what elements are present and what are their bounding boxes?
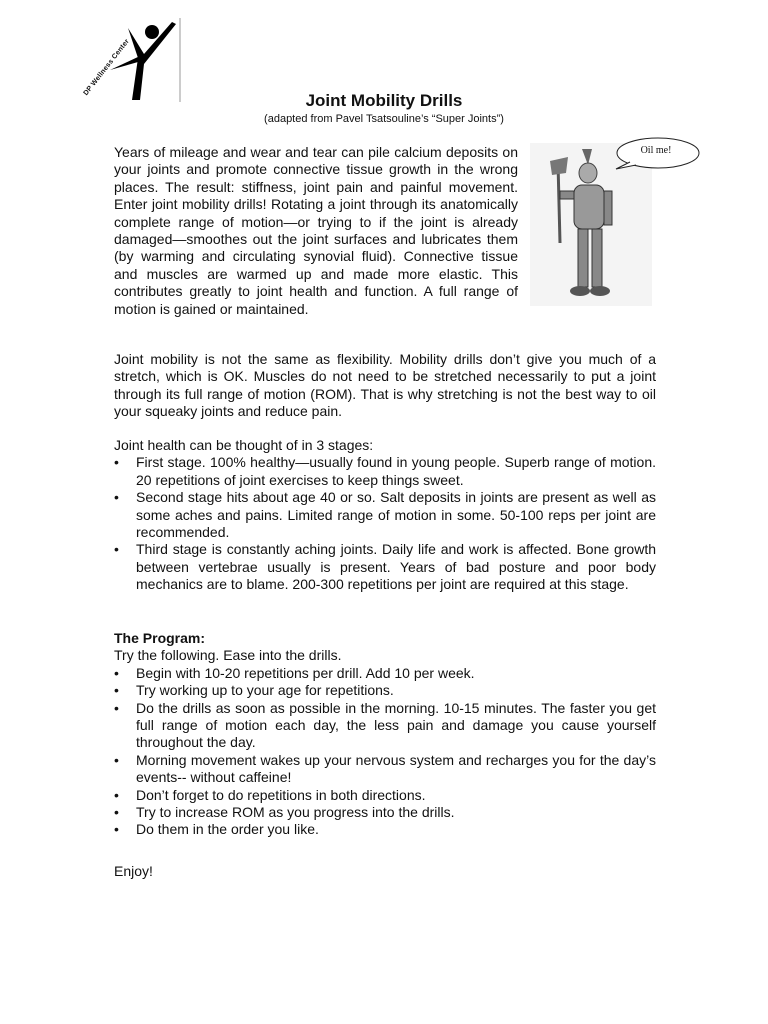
bullet-icon: • bbox=[114, 804, 119, 821]
speech-bubble-text: Oil me! bbox=[640, 145, 672, 156]
bullet-icon: • bbox=[114, 541, 119, 558]
list-item: • Don’t forget to do repetitions in both directions. bbox=[114, 786, 426, 803]
list-item: • First stage. 100% healthy—usually found in young people. Superb range of motion. 20 repetitions of joint exercises to keep things sweet. bbox=[114, 454, 656, 488]
list-item: • Do them in the order you like. bbox=[114, 821, 319, 838]
program-heading: The Program: bbox=[114, 630, 206, 646]
stages-list bbox=[114, 454, 656, 593]
list-item: • Try to increase ROM as you progress into the drills. bbox=[114, 804, 455, 821]
logo-text: DP Wellness Center bbox=[82, 37, 131, 98]
bullet-icon: • bbox=[114, 664, 119, 681]
bullet-icon: • bbox=[114, 489, 119, 506]
bullet-icon: • bbox=[114, 786, 119, 803]
program-list bbox=[114, 665, 656, 839]
bullet-icon: • bbox=[114, 821, 119, 838]
list-item: • Do the drills as soon as possible in the morning. 10-15 minutes. The faster you get full range of motion each day, the less pain and damage you cause yourself throughout the day. bbox=[114, 699, 656, 751]
bullet-icon: • bbox=[114, 682, 119, 699]
intro-paragraph: Years of mileage and wear and tear can pile calcium deposits on your joints and promote connective tissue growth in the wrong places. The result: stiffness, joint pain and painful movement. Enter joint mobility drills! Rotating a joint through its anatomically complete range of motion—or trying to if the joint is already damaged—smoothes out the joint surfaces and lubricates them (by warming and circulating synovial fluid). Connective tissue and muscles are warmed up and made more elastic. This contributes greatly to joint health and function. A full range of motion is gained or maintained. bbox=[114, 144, 518, 317]
stages-intro: Joint health can be thought of in 3 stages: bbox=[114, 437, 374, 453]
stages-section bbox=[114, 437, 656, 594]
page-title: Joint Mobility Drills bbox=[305, 91, 463, 110]
list-item: • Begin with 10-20 repetitions per drill. Add 10 per week. bbox=[114, 664, 475, 681]
program-intro: Try the following. Ease into the drills. bbox=[114, 647, 342, 664]
closing-text: Enjoy! bbox=[114, 863, 153, 879]
bullet-icon: • bbox=[114, 454, 119, 471]
list-item: • Try working up to your age for repetitions. bbox=[114, 682, 394, 699]
list-item: • Third stage is constantly aching joints. Daily life and work is affected. Bone growth between vertebrae usually is present. Years of bad posture and poor body mechanics are to blame. 200-300 repetitions per joint are required at this stage. bbox=[114, 541, 656, 593]
program-section bbox=[114, 630, 656, 839]
bullet-icon: • bbox=[114, 699, 119, 716]
flexibility-paragraph: Joint mobility is not the same as flexibility. Mobility drills don’t give you much of a stretch, which is OK. Muscles do not need to be stretched necessarily to put a joint through its full range of motion (ROM). That is why stretching is not the best way to oil your squeaky joints and reduce pain. bbox=[114, 351, 656, 420]
page-subtitle: (adapted from Pavel Tsatsouline’s “Super Joints”) bbox=[264, 113, 504, 125]
list-item: • Second stage hits about age 40 or so. Salt deposits in joints are present as well as some aches and pains. Limited range of motion in some. 50-100 reps per joint are recommended. bbox=[114, 489, 656, 541]
bullet-icon: • bbox=[114, 751, 119, 768]
list-item: • Morning movement wakes up your nervous system and recharges you for the day’s events-- without caffeine! bbox=[114, 751, 656, 786]
